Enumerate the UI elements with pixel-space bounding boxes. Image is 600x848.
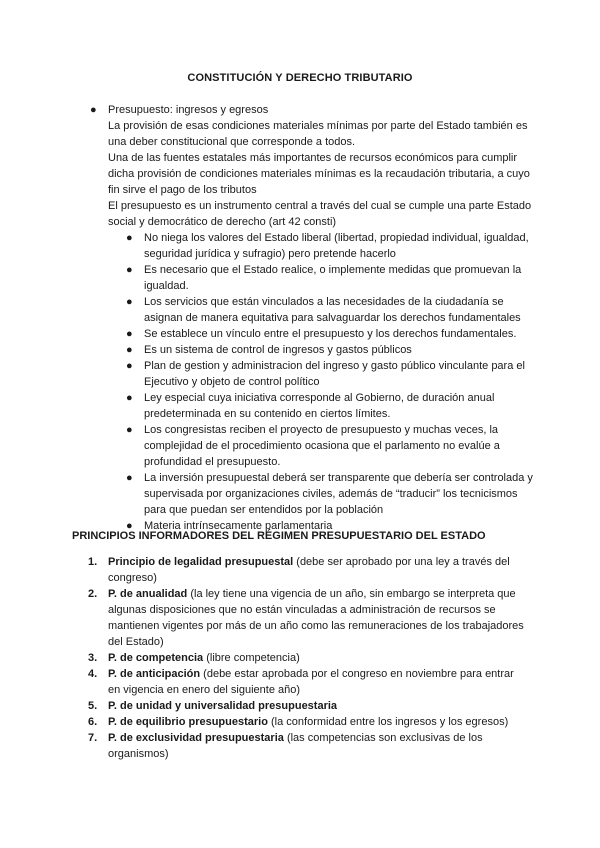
item-number: 6.: [88, 716, 98, 728]
list-item: [88, 666, 528, 698]
list-item: [126, 294, 538, 326]
list-item: [126, 230, 538, 262]
list-item: [88, 698, 528, 714]
list-item: [88, 714, 528, 730]
principle-desc: (debe estar aprobada por el congreso en noviembre para entrar en vigencia en enero del siguiente año): [108, 668, 514, 696]
principle-desc: (debe ser aprobado por una ley a través del congreso): [108, 556, 510, 584]
principle-name: P. de competencia: [108, 652, 204, 664]
sub-item-text: Los congresistas reciben el proyecto de presupuesto y muchas veces, la complejidad de el procedimiento ocasiona que el parlamento no evalúe a profundidad el presupuesto.: [144, 424, 500, 468]
presupuesto-sublist: [108, 230, 538, 534]
list-item: [126, 358, 538, 390]
list-item-presupuesto: [90, 102, 538, 534]
page-title: CONSTITUCIÓN Y DERECHO TRIBUTARIO: [187, 72, 413, 84]
bullet-icon: ●: [126, 344, 133, 356]
principle-name: P. de equilibrio presupuestario: [108, 716, 268, 728]
item-number: 1.: [88, 556, 98, 568]
presupuesto-section: [90, 102, 538, 534]
sub-item-text: Se establece un vínculo entre el presupuesto y los derechos fundamentales.: [144, 328, 517, 340]
list-item: [88, 554, 528, 586]
list-item: [126, 326, 538, 342]
bullet-icon: ●: [126, 472, 133, 484]
sub-item-text: Materia intrínsecamente parlamentaria: [144, 520, 333, 532]
bullet-icon: ●: [126, 520, 133, 532]
list-item: [126, 422, 538, 470]
sub-item-text: No niega los valores del Estado liberal (libertad, propiedad individual, igualdad, seguridad jurídica y sufragio) pero pretende hacerlo: [144, 232, 529, 260]
bullet-icon: ●: [126, 360, 133, 372]
sub-item-text: Los servicios que están vinculados a las necesidades de la ciudadanía se asignan de manera equitativa para salvaguardar los derechos fundamentales: [144, 296, 521, 324]
item-number: 2.: [88, 588, 98, 600]
principle-name: Principio de legalidad presupuestal: [108, 556, 294, 568]
item-number: 3.: [88, 652, 98, 664]
list-item: [126, 342, 538, 358]
principle-desc: (las competencias son exclusivas de los organismos): [108, 732, 483, 760]
item-number: 5.: [88, 700, 98, 712]
principle-name: P. de anticipación: [108, 668, 201, 680]
principle-desc: (libre competencia): [203, 652, 300, 664]
paragraph-2: Una de las fuentes estatales más importantes de recursos económicos para cumplir dicha provisión de condiciones materiales mínimas es la recaudación tributaria, a cuyo fin sirve el pago de los tributos: [108, 152, 530, 196]
list-item: [126, 470, 538, 518]
sub-item-text: La inversión presupuestal deberá ser transparente que debería ser controlada y supervisada por organizaciones civiles, además de “traducir” los tecnicismos para que puedan ser entendidos por la población: [144, 472, 533, 516]
bullet-icon: ●: [126, 296, 133, 308]
principle-desc: (la conformidad entre los ingresos y los egresos): [267, 716, 509, 728]
bullet-icon: ●: [126, 264, 133, 276]
sub-item-text: Plan de gestion y administracion del ingreso y gasto público vinculante para el Ejecutivo y objeto de control político: [144, 360, 525, 388]
list-item: [88, 586, 528, 650]
sub-item-text: Ley especial cuya iniciativa corresponde al Gobierno, de duración anual predeterminada en su contenido en ciertos límites.: [144, 392, 495, 420]
list-item: [88, 650, 528, 666]
principle-desc: (la ley tiene una vigencia de un año, sin embargo se interpreta que algunas disposiciones que no están vinculadas a administración de recursos se mantienen vigentes por más de un año como las remuneraciones de los trabajadores del Estado): [108, 588, 524, 648]
presupuesto-heading: Presupuesto: ingresos y egresos: [108, 104, 269, 116]
principle-name: P. de exclusividad presupuestaria: [108, 732, 284, 744]
sub-item-text: Es un sistema de control de ingresos y gastos públicos: [144, 344, 412, 356]
list-item: [126, 262, 538, 294]
bullet-icon: ●: [126, 232, 133, 244]
section-heading-principios: PRINCIPIOS INFORMADORES DEL RÉGIMEN PRESUPUESTARIO DEL ESTADO: [72, 530, 486, 542]
bullet-icon: ●: [126, 392, 133, 404]
sub-item-text: Es necesario que el Estado realice, o implemente medidas que promuevan la igualdad.: [144, 264, 522, 292]
bullet-icon: ●: [126, 424, 133, 436]
item-number: 7.: [88, 732, 98, 744]
list-item: [126, 390, 538, 422]
bullet-icon: ●: [90, 104, 97, 116]
list-item: [88, 730, 528, 762]
paragraph-1: La provisión de esas condiciones materiales mínimas por parte del Estado también es una deber constitucional que corresponde a todos.: [108, 120, 528, 148]
principios-list: [88, 554, 528, 762]
paragraph-3: El presupuesto es un instrumento central a través del cual se cumple una parte Estado social y democrático de derecho (art 42 consti): [108, 200, 532, 228]
principle-name: P. de anualidad: [108, 588, 188, 600]
bullet-icon: ●: [126, 328, 133, 340]
item-number: 4.: [88, 668, 98, 680]
principle-name: P. de unidad y universalidad presupuestaria: [108, 700, 338, 712]
